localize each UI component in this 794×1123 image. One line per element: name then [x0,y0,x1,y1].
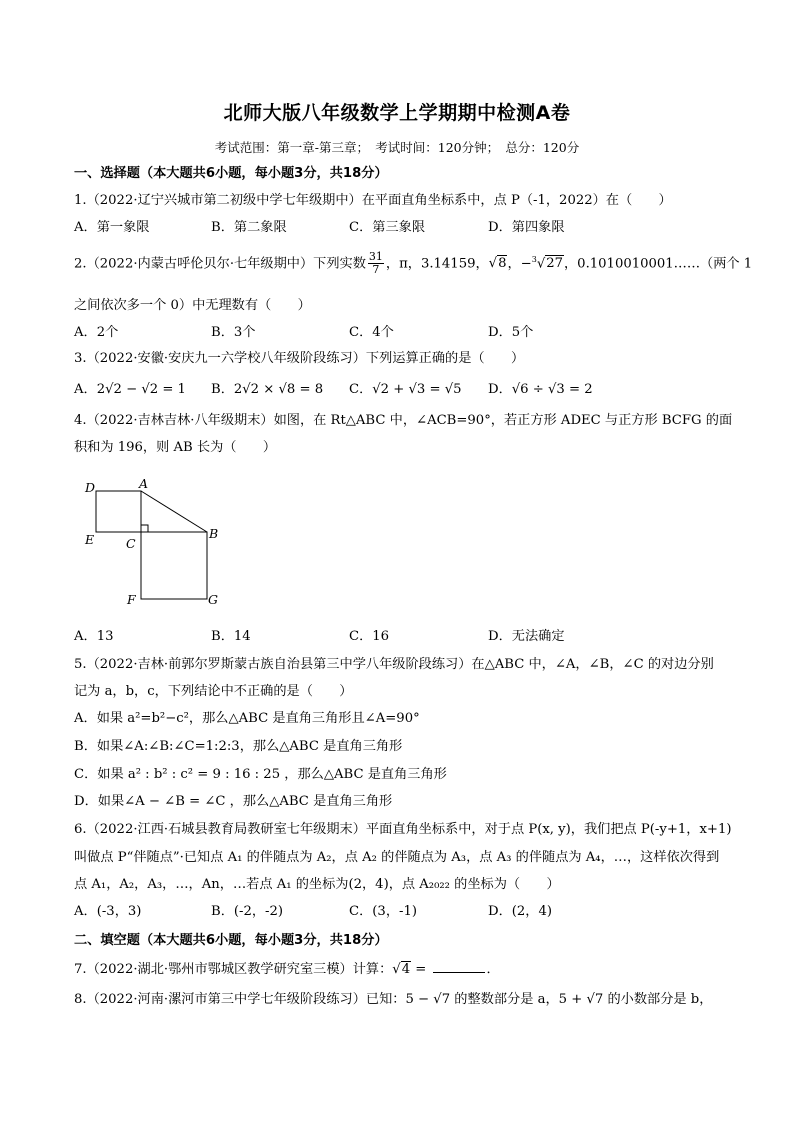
question-6-line2: 叫做点 P“伴随点”·已知点 A₁ 的伴随点为 A₂，点 A₂ 的伴随点为 A₃，点 A₃ 的伴随点为 A₄，…，这样依次得到 [74,850,720,865]
q6-option-a: A．(-3，3) [74,904,142,919]
sqrt-8: √8 [488,256,507,272]
q2-option-d: D．5个 [488,325,534,340]
q5-option-c: C．如果 a² : b² : c² = 9 : 16 : 25 ，那么△ABC 是直角三角形 [74,767,447,782]
q7-eq: = [411,962,431,977]
label-g: G [208,592,218,607]
question-5-line1: 5.（2022·吉林·前郭尔罗斯蒙古族自治县第三中学八年级阶段练习）在△ABC 中，∠A，∠B，∠C 的对边分别 [74,657,714,672]
q4-option-c: C．16 [349,629,390,644]
section-heading-choice: 一、选择题（本大题共6小题，每小题3分，共18分） [74,166,388,181]
q4-option-b: B．14 [211,629,251,644]
q4-option-a: A．13 [74,629,114,644]
question-6-line3: 点 A₁，A₂，A₃，…，An，…若点 A₁ 的坐标为(2，4)，点 A₂₀₂₂ 的坐标为（ ） [74,877,560,892]
right-angle-mark [141,525,148,532]
q1-option-d: D．第四象限 [488,220,565,235]
fraction-denominator: 7 [372,263,380,277]
question-5-line2: 记为 a，b，c，下列结论中不正确的是（ ） [74,684,353,699]
page-title: 北师大版八年级数学上学期期中检测A卷 [223,102,571,124]
label-e: E [85,532,95,547]
label-f: F [127,592,136,607]
question-8: 8.（2022·河南·漯河市第三中学七年级阶段练习）已知：5 − √7 的整数部分是 a，5 + √7 的小数部分是 b， [74,992,713,1007]
fraction-31-7 [368,251,384,276]
q2-option-c: C．4个 [349,325,394,340]
section-heading-fill: 二、填空题（本大题共6小题，每小题3分，共18分） [74,933,388,948]
fraction-numerator: 31 [368,250,383,264]
q7-post: ． [486,962,500,977]
q3-option-b: B．2√2 × √8 = 8 [211,382,324,397]
q6-option-d: D．(2，4) [488,904,553,919]
q2-mid: ，π，3.14159， [385,256,489,272]
label-b: B [209,526,219,541]
geometry-figure [80,476,240,615]
question-1-stem: 1.（2022·辽宁兴城市第二初级中学七年级期中）在平面直角坐标系中，点 P（-1，2022）在（ ） [74,193,672,208]
q5-option-a: A．如果 a²=b²−c²，那么△ABC 是直角三角形且∠A=90° [74,711,420,726]
q6-option-c: C．(3，-1) [349,904,417,919]
q1-option-b: B．第二象限 [211,220,287,235]
hypotenuse-ab [141,491,207,532]
question-3-stem: 3.（2022·安徽·安庆九一六学校八年级阶段练习）下列运算正确的是（ ） [74,351,525,366]
q3-option-c: C．√2 + √3 = √5 [349,382,462,397]
q2-option-a: A．2个 [74,325,119,340]
question-4-line1: 4.（2022·吉林吉林·八年级期末）如图，在 Rt△ABC 中，∠ACB=90°，若正方形 ADEC 与正方形 BCFG 的面 [74,413,733,428]
answer-blank[interactable] [433,960,485,973]
q3-option-d: D．√6 ÷ √3 = 2 [488,382,593,397]
exam-meta: 考试范围：第一章-第三章； 考试时间：120分钟； 总分：120分 [214,140,580,155]
q5-option-d: D．如果∠A − ∠B = ∠C ，那么△ABC 是直角三角形 [74,794,393,809]
square-adec [96,491,141,532]
q2-option-b: B．3个 [211,325,256,340]
q2-pre: 2.（2022·内蒙古呼伦贝尔·七年级期中）下列实数 [74,256,366,272]
sqrt-4: √4 [392,962,411,977]
label-a: A [139,476,149,491]
q4-option-d: D．无法确定 [488,629,565,644]
question-6-line1: 6.（2022·江西·石城县教育局教研室七年级期末）平面直角坐标系中，对于点 P(x, y)，我们把点 P(-y+1，x+1) [74,822,732,837]
q2-cbrt-prefix: ，− [507,256,532,272]
q7-pre: 7.（2022·湖北·鄂州市鄂城区教学研究室三模）计算： [74,962,393,977]
q2-post: ，0.1010010001……（两个 1 [564,256,753,272]
q3-option-a: A．2√2 − √2 = 1 [74,382,186,397]
cube-root-27: $^3$√27 [531,255,563,272]
q5-option-b: B．如果∠A:∠B:∠C=1:2:3，那么△ABC 是直角三角形 [74,739,403,754]
question-2-stem [74,250,753,277]
question-4-line2: 积和为 196，则 AB 长为（ ） [74,440,277,455]
question-7 [74,960,724,979]
square-bcfg [141,532,207,599]
squares-triangle-diagram [80,476,240,611]
label-c: C [126,536,136,551]
label-d: D [85,480,96,495]
q1-option-c: C．第三象限 [349,220,426,235]
question-2-line2: 之间依次多一个 0）中无理数有（ ） [74,298,311,313]
q6-option-b: B．(-2，-2) [211,904,284,919]
q1-option-a: A．第一象限 [74,220,150,235]
